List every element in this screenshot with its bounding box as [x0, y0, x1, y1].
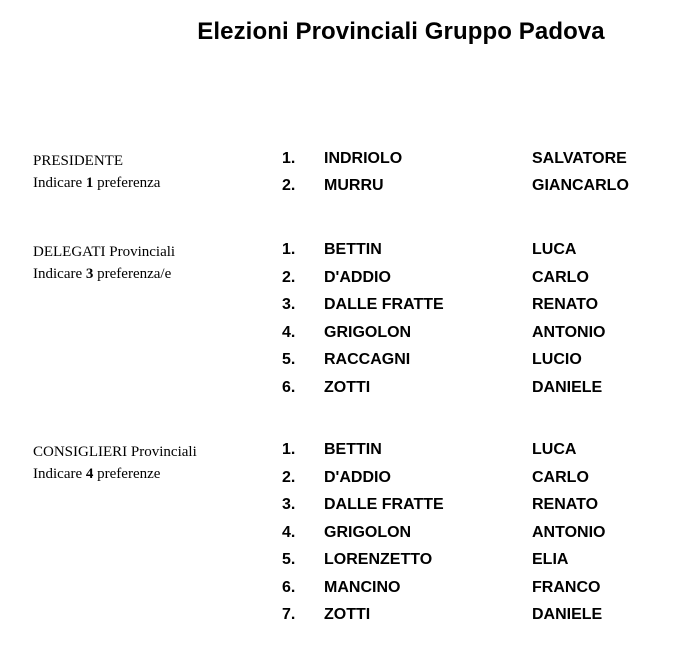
- candidate-number: 2.: [282, 268, 296, 286]
- candidate-surname: MANCINO: [324, 578, 401, 596]
- candidate-firstname: LUCA: [532, 441, 577, 458]
- candidate-firstname: DANIELE: [532, 378, 603, 396]
- candidate-firstname: LUCA: [532, 241, 577, 258]
- instruction-prefix: Indicare: [33, 175, 83, 191]
- candidate-firstname: LUCIO: [532, 351, 582, 368]
- candidate-number: 5.: [282, 351, 296, 368]
- preference-count: 3: [85, 266, 94, 282]
- candidate-row: [0, 177, 700, 204]
- candidate-firstname: SALVATORE: [532, 150, 627, 167]
- candidate-row: [0, 606, 700, 633]
- candidate-surname: DALLE FRATTE: [324, 296, 444, 313]
- candidate-firstname: RENATO: [532, 296, 599, 313]
- page-title: Elezioni Provinciali Gruppo Padova: [197, 18, 605, 45]
- candidate-firstname: FRANCO: [532, 578, 601, 596]
- candidate-surname: LORENZETTO: [324, 551, 433, 568]
- candidate-number: 1.: [282, 241, 296, 258]
- candidate-surname: ZOTTI: [324, 378, 371, 396]
- candidate-surname: ZOTTI: [324, 606, 371, 623]
- candidate-number: 3.: [282, 496, 296, 513]
- candidate-number: 6.: [282, 378, 296, 396]
- role-suffix: Provinciali: [109, 244, 176, 260]
- candidate-surname: GRIGOLON: [324, 523, 412, 541]
- candidate-number: 4.: [282, 523, 296, 541]
- preference-count: 1: [85, 175, 94, 191]
- instruction-suffix: preferenza: [97, 175, 161, 191]
- candidate-row: [0, 524, 700, 551]
- candidate-number: 6.: [282, 578, 296, 596]
- candidate-surname: D'ADDIO: [324, 468, 391, 486]
- candidate-surname: MURRU: [324, 177, 384, 194]
- role-label: PRESIDENTE: [33, 153, 123, 169]
- candidate-surname: RACCAGNI: [324, 351, 411, 368]
- candidate-number: 5.: [282, 551, 296, 568]
- candidate-number: 2.: [282, 177, 296, 194]
- candidate-row: [0, 469, 700, 496]
- candidate-row: [0, 269, 700, 296]
- role-suffix: Provinciali: [130, 444, 197, 460]
- candidate-row: [0, 379, 700, 406]
- candidate-row: [0, 241, 700, 268]
- role-label: CONSIGLIERI: [33, 444, 128, 460]
- candidate-row: [0, 150, 700, 177]
- candidate-surname: D'ADDIO: [324, 268, 391, 286]
- candidate-row: [0, 441, 700, 468]
- candidate-number: 4.: [282, 323, 296, 341]
- instruction-prefix: Indicare: [33, 466, 83, 482]
- candidate-row: [0, 579, 700, 606]
- preference-count: 4: [85, 466, 94, 482]
- instruction-suffix: preferenza/e: [97, 266, 172, 282]
- candidate-firstname: ANTONIO: [532, 323, 606, 341]
- candidate-number: 3.: [282, 296, 296, 313]
- candidate-number: 2.: [282, 468, 296, 486]
- candidate-row: [0, 496, 700, 523]
- candidate-surname: DALLE FRATTE: [324, 496, 444, 513]
- candidate-firstname: CARLO: [532, 268, 589, 286]
- candidate-number: 1.: [282, 150, 296, 167]
- candidate-firstname: CARLO: [532, 468, 589, 486]
- candidate-surname: BETTIN: [324, 441, 382, 458]
- candidate-firstname: GIANCARLO: [532, 177, 629, 194]
- candidate-number: 1.: [282, 441, 296, 458]
- candidate-row: [0, 296, 700, 323]
- candidate-surname: GRIGOLON: [324, 323, 412, 341]
- role-label: DELEGATI: [33, 244, 106, 260]
- candidate-firstname: ANTONIO: [532, 523, 606, 541]
- instruction-prefix: Indicare: [33, 266, 83, 282]
- candidate-number: 7.: [282, 606, 296, 623]
- candidate-firstname: DANIELE: [532, 606, 603, 623]
- candidate-row: [0, 351, 700, 378]
- instruction-suffix: preferenze: [97, 466, 161, 482]
- candidate-surname: BETTIN: [324, 241, 382, 258]
- candidate-firstname: RENATO: [532, 496, 599, 513]
- candidate-row: [0, 551, 700, 578]
- candidate-row: [0, 324, 700, 351]
- candidate-firstname: ELIA: [532, 551, 569, 568]
- candidate-surname: INDRIOLO: [324, 150, 403, 167]
